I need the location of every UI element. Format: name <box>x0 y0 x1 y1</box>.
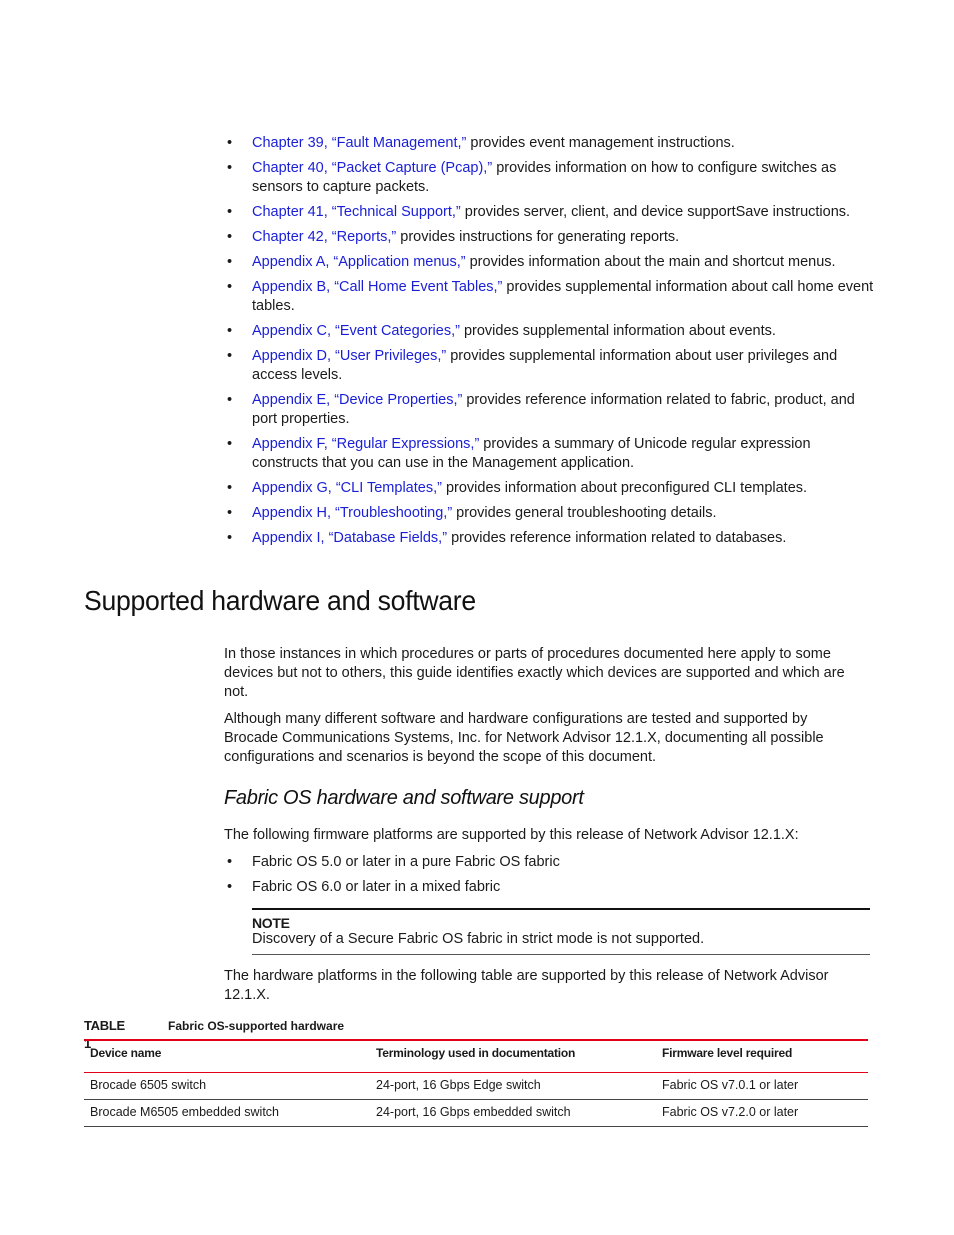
subsection-heading: Fabric OS hardware and software support <box>224 787 584 809</box>
column-header: Terminology used in documentation <box>370 1040 656 1073</box>
appendix-link[interactable]: Appendix E, “Device Properties,” <box>252 392 463 408</box>
chapter-link[interactable]: Chapter 41, “Technical Support,” <box>252 204 461 220</box>
table-row <box>84 1100 868 1127</box>
table-cell: 24-port, 16 Gbps embedded switch <box>370 1100 656 1127</box>
appendix-link[interactable]: Appendix H, “Troubleshooting,” <box>252 505 453 521</box>
table-intro: The hardware platforms in the following table are supported by this release of Network Advisor 12.1.X. <box>224 968 829 1003</box>
appendix-link[interactable]: Appendix B, “Call Home Event Tables,” <box>252 279 503 295</box>
list-item-text: provides instructions for generating reports. <box>396 229 680 245</box>
list-item-text: provides supplemental information about events. <box>459 323 776 339</box>
column-header: Firmware level required <box>656 1040 868 1073</box>
table-cell: 24-port, 16 Gbps Edge switch <box>370 1073 656 1100</box>
list-item <box>226 159 876 197</box>
firmware-list <box>226 853 866 903</box>
note-title: NOTE <box>252 915 290 931</box>
list-item <box>226 278 876 316</box>
chapter-link[interactable]: Chapter 42, “Reports,” <box>252 229 397 245</box>
list-item <box>226 529 876 548</box>
list-item-text: provides information about the main and shortcut menus. <box>465 254 836 270</box>
table-title: Fabric OS-supported hardware <box>168 1019 345 1033</box>
note-box <box>252 908 870 955</box>
table-row <box>84 1073 868 1100</box>
list-item-text: provides supplemental information about call home event tables. <box>252 279 874 314</box>
section-paragraph: Although many different software and hardware configurations are tested and supported by Brocade Communications Systems, Inc. for Network Advisor 12.1.X, documenting all possible configurations and scenarios is beyond the scope of this document. <box>224 711 824 765</box>
list-item <box>226 479 876 498</box>
note-text: Discovery of a Secure Fabric OS fabric in strict mode is not supported. <box>252 931 705 947</box>
list-item: • Fabric OS 6.0 or later in a mixed fabric <box>226 878 866 897</box>
chapter-link[interactable]: Chapter 40, “Packet Capture (Pcap),” <box>252 160 493 176</box>
appendix-link[interactable]: Appendix F, “Regular Expressions,” <box>252 436 480 452</box>
list-item-text: provides server, client, and device supportSave instructions. <box>460 204 851 220</box>
table-cell: Brocade 6505 switch <box>84 1073 370 1100</box>
column-header: Device name <box>84 1040 370 1073</box>
appendix-link[interactable]: Appendix A, “Application menus,” <box>252 254 466 270</box>
chapter-list <box>226 134 876 554</box>
list-item-text: provides supplemental information about user privileges and access levels. <box>252 348 838 383</box>
appendix-link[interactable]: Appendix I, “Database Fields,” <box>252 530 448 546</box>
list-item <box>226 391 876 429</box>
list-item-text: provides information on how to configure switches as sensors to capture packets. <box>252 160 837 195</box>
list-item-text: provides a summary of Unicode regular expression constructs that you can use in the Management application. <box>252 436 811 471</box>
table-cell: Brocade M6505 embedded switch <box>84 1100 370 1127</box>
section-paragraph: In those instances in which procedures or parts of procedures documented here apply to some devices but not to others, this guide identifies exactly which devices are supported and which are not. <box>224 646 845 700</box>
list-item <box>226 203 876 222</box>
list-item <box>226 134 876 153</box>
list-item-text: provides reference information related to databases. <box>447 530 787 546</box>
list-item <box>226 322 876 341</box>
list-item: • Fabric OS 5.0 or later in a pure Fabric OS fabric <box>226 853 866 872</box>
list-item-text: provides general troubleshooting details. <box>452 505 717 521</box>
list-item-text: provides event management instructions. <box>466 135 735 151</box>
table-label: TABLE 1 <box>84 1018 125 1051</box>
table-cell: Fabric OS v7.2.0 or later <box>656 1100 868 1127</box>
subsection-intro: The following firmware platforms are supported by this release of Network Advisor 12.1.X: <box>224 827 799 843</box>
list-item-text: provides reference information related to fabric, product, and port properties. <box>252 392 855 427</box>
chapter-link[interactable]: Chapter 39, “Fault Management,” <box>252 135 467 151</box>
list-item-text: provides information about preconfigured CLI templates. <box>441 480 808 496</box>
list-item <box>226 253 876 272</box>
list-item <box>226 347 876 385</box>
table-cell: Fabric OS v7.0.1 or later <box>656 1073 868 1100</box>
list-item <box>226 504 876 523</box>
appendix-link[interactable]: Appendix D, “User Privileges,” <box>252 348 447 364</box>
list-item <box>226 228 876 247</box>
hardware-table <box>84 1039 868 1127</box>
section-heading: Supported hardware and software <box>84 585 476 616</box>
appendix-link[interactable]: Appendix G, “CLI Templates,” <box>252 480 442 496</box>
list-item <box>226 435 876 473</box>
table-header-row <box>84 1040 868 1073</box>
appendix-link[interactable]: Appendix C, “Event Categories,” <box>252 323 460 339</box>
